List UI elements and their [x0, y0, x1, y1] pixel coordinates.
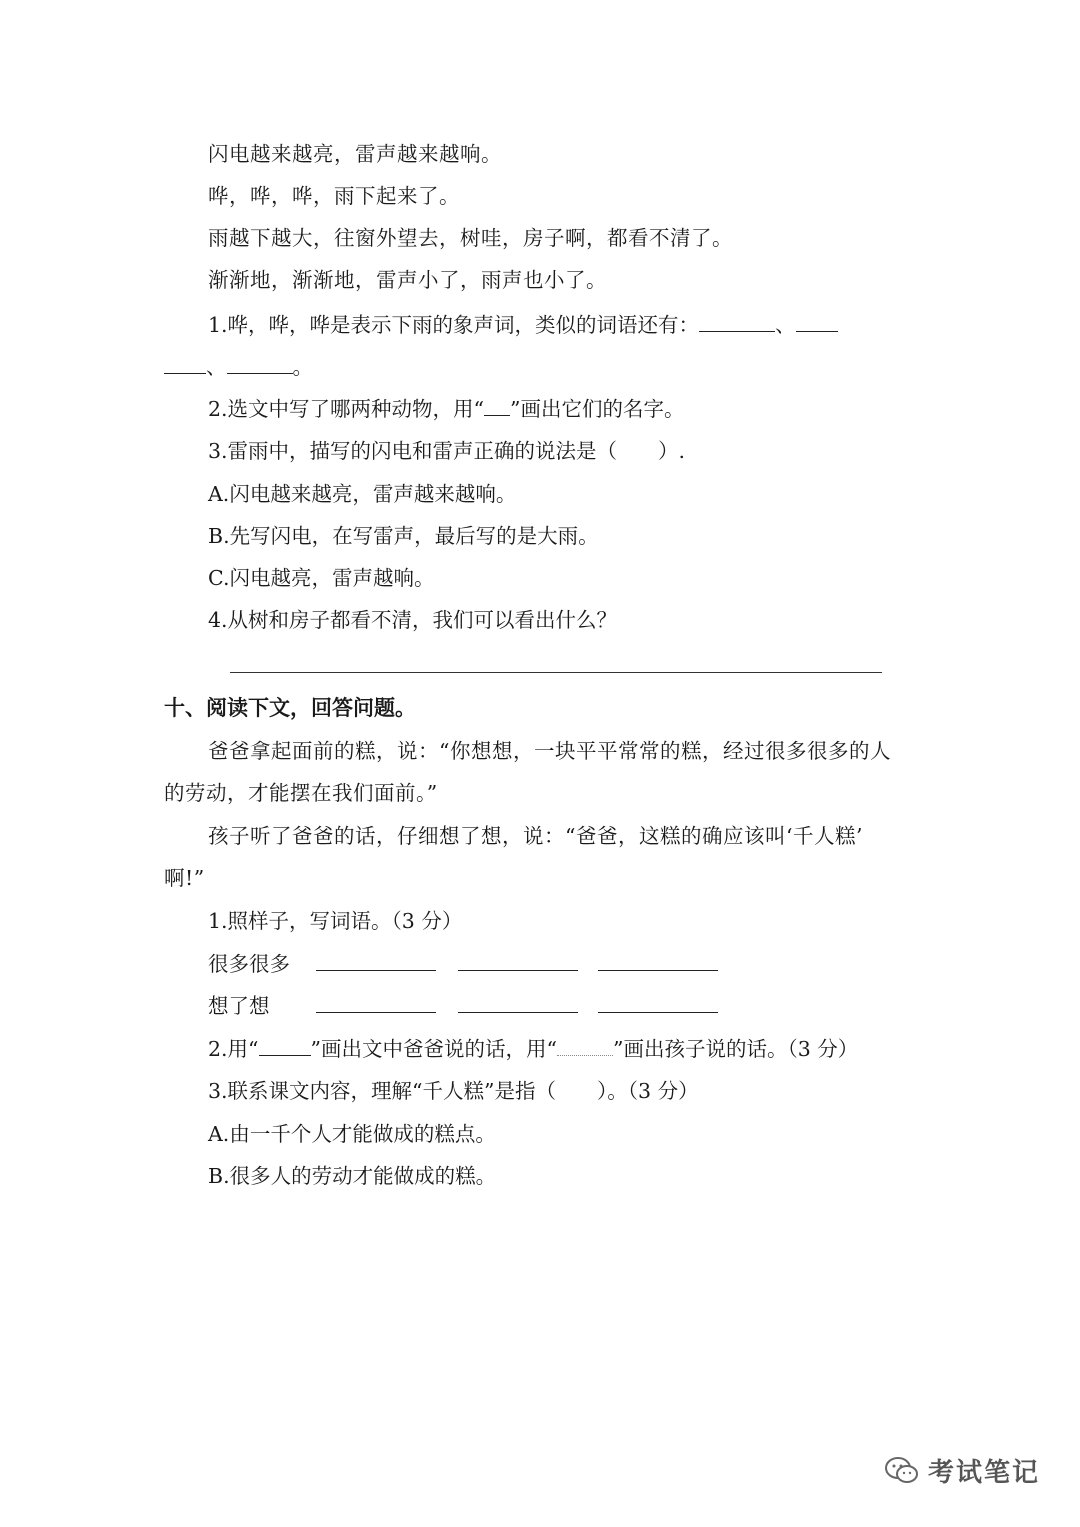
question-text: 1.哗，哗，哗是表示下雨的象声词，类似的词语还有： [208, 313, 700, 337]
answer-blank[interactable] [598, 970, 718, 971]
question-text: ”画出文中爸爸说的话，用“ [310, 1037, 558, 1061]
wavy-underline-sample [557, 1037, 613, 1056]
question-2 [208, 1035, 858, 1063]
question-3: 3.联系课文内容，理解“千人糕”是指（ ）。（3 分） [208, 1079, 699, 1103]
separator: 、 [775, 313, 796, 337]
section-heading: 十、阅读下文，回答问题。 [164, 696, 416, 720]
passage-line: 渐渐地，渐渐地，雷声小了，雨声也小了。 [208, 268, 607, 292]
passage-line: 哗，哗，哗，雨下起来了。 [208, 184, 460, 208]
answer-blank[interactable] [699, 313, 775, 332]
underline-sample [259, 1037, 311, 1056]
question-text: 2.选文中写了哪两种动物，用“ [208, 397, 485, 421]
question-1: 1.照样子，写词语。（3 分） [208, 909, 463, 933]
watermark [884, 1452, 1040, 1489]
wechat-icon [884, 1456, 920, 1486]
watermark-text: 考试笔记 [927, 1458, 1040, 1488]
reading-line: 啊!” [164, 866, 205, 890]
answer-blank[interactable] [796, 313, 838, 332]
answer-blank[interactable] [164, 355, 206, 374]
example-word: 很多很多 [208, 952, 290, 976]
question-1-continued [164, 353, 313, 381]
question-2 [208, 395, 685, 423]
passage-line: 雨越下越大，往窗外望去，树哇，房子啊，都看不清了。 [208, 226, 733, 250]
passage-line: 闪电越来越亮，雷声越来越响。 [208, 142, 502, 166]
question-1 [208, 311, 838, 339]
reading-line: 的劳动，才能摆在我们面前。” [164, 781, 438, 805]
question-4: 4.从树和房子都看不清，我们可以看出什么？ [208, 608, 618, 632]
option-a[interactable]: A.闪电越来越亮，雷声越来越响。 [208, 482, 517, 506]
answer-blank[interactable] [458, 1012, 578, 1013]
answer-blank[interactable] [598, 1012, 718, 1013]
option-b[interactable]: B.很多人的劳动才能做成的糕。 [208, 1164, 497, 1188]
answer-blank[interactable] [227, 355, 293, 374]
question-3: 3.雷雨中，描写的闪电和雷声正确的说法是（ ）. [208, 439, 686, 463]
answer-blank[interactable] [316, 1012, 436, 1013]
option-b[interactable]: B.先写闪电，在写雷声，最后写的是大雨。 [208, 524, 599, 548]
option-a[interactable]: A.由一千个人才能做成的糕点。 [208, 1122, 496, 1146]
question-text: ”画出它们的名字。 [510, 397, 685, 421]
question-text: 2.用“ [208, 1037, 259, 1061]
example-word: 想了想 [208, 994, 270, 1018]
separator: 、 [206, 355, 227, 379]
option-c[interactable]: C.闪电越亮，雷声越响。 [208, 566, 435, 590]
answer-blank[interactable] [316, 970, 436, 971]
reading-line: 孩子听了爸爸的话，仔细想了想，说：“爸爸，这糕的确应该叫‘千人糕’ [208, 824, 864, 848]
end-mark: 。 [292, 355, 313, 379]
answer-line[interactable] [230, 672, 882, 673]
answer-blank[interactable] [458, 970, 578, 971]
question-text: ”画出孩子说的话。（3 分） [613, 1037, 859, 1061]
reading-line: 爸爸拿起面前的糕，说：“你想想，一块平平常常的糕，经过很多很多的人 [208, 739, 891, 763]
underline-sample [484, 397, 510, 416]
